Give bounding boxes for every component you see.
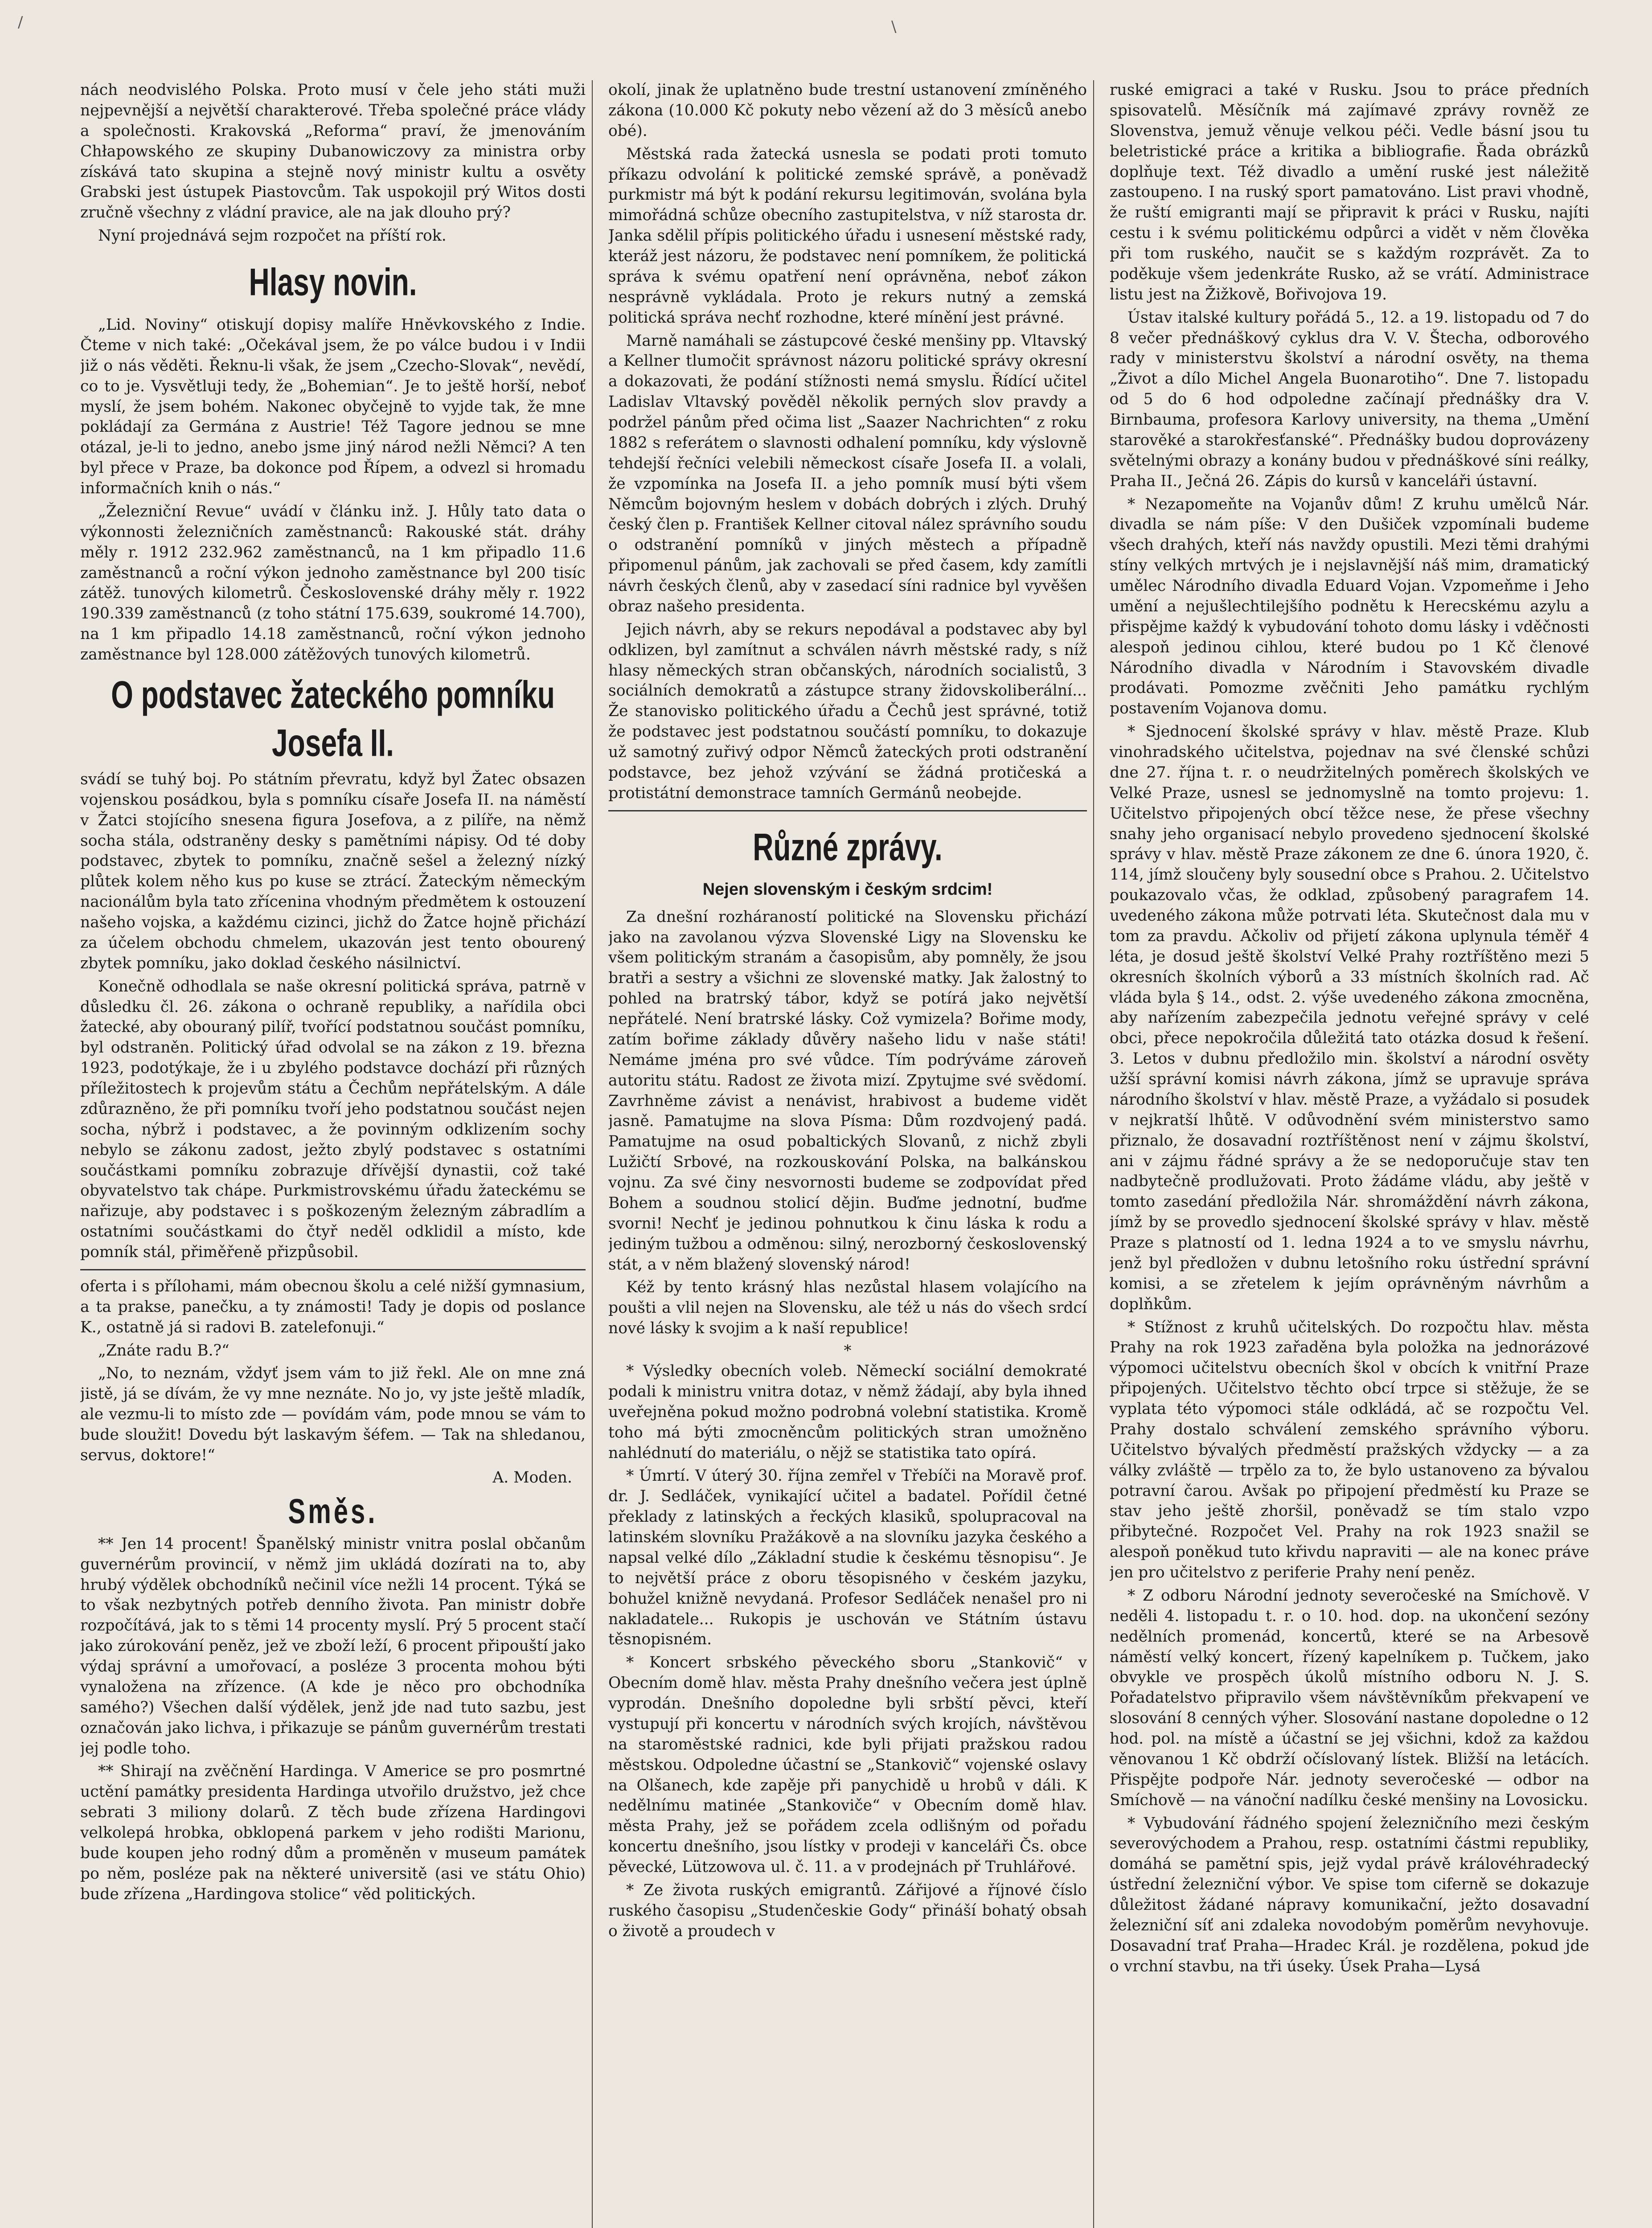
divider [80,1269,586,1270]
article-paragraph: „Lid. Noviny“ otiskují dopisy malíře Hněvkovského z Indie. Čteme v nich také: „Očekával jsem, že po válce budou i v Indii již o nás věděti. Řeknu-li však, že jsem „Czecho-Slovak“, nevědí, co to je. Vysvětluji tedy, že „Bohemian“. Je to ještě horší, neboť myslí, že jsem bohém. Nakonec obyčejně to vyjde tak, že mne pokládají za Germána z Austrie! Též Tagore jednou se mne otázal, je-li to jedno, anebo jsme jiný národ nežli Němci? A ten byl přece v Praze, ba dokonce pod Řípem, a odvezl si hromadu informačních knih o nás.“ [80,316,586,497]
section-heading-hlasy-novin: Hlasy novin. [249,260,417,304]
article-paragraph: „Železniční Revue“ uvádí v článku inž. J. Hůly tato data o výkonnosti železničních zaměstnanců: Rakouské stát. dráhy měly r. 1912 232.962 zaměstnanců, na 1 km připadlo 11.6 zaměstnanců a roční výkon jednoho zaměstnance byl 200 tisíc zátěž. tunových kilometrů. Československé dráhy měly r. 1922 190.339 zaměstnanců (z toho státní 175.639, soukromé 14.700), na 1 km připadlo 14.18 zaměstnanců, roční výkon jednoho zaměstnance byl 128.000 zátěžových tunových kilometrů. [80,502,586,663]
separator-star: * [844,1342,852,1360]
article-paragraph: svádí se tuhý boj. Po státním převratu, když byl Žatec obsazen vojenskou posádkou, byla s pomníku císaře Josefa II. na náměstí v Žatci stojícího snesena figura Josefova, a z pilíře, na němž socha stála, odstraněny desky s pamětními nápisy. Od té doby podstavec, zbytek to pomníku, značně sešel a železný nízký plůtek kolem něho kus po kuse se ztrácí. Žateckým německým nacionálům byla tato zřícenina vhodným předmětem k ostouzení našeho vojska, a každému cizinci, jichž do Žatce hojně přichází za účelem obchodu chmelem, ukazován jest tento obourený zbytek pomníku, jako doklad českého násilnictví. [80,770,586,972]
section-heading-ruzne-zpravy: Různé zprávy. [753,825,943,869]
article-paragraph: Konečně odhodlala se naše okresní politická správa, patrně v důsledku čl. 26. zákona o ochraně republiky, a nařídila obci žatecké, aby obouraný pilíř, tvořící podstatnou součást pomníku, byl odstraněn. Politický úřad odvolal se na zákon z 19. března 1923, podotýkaje, že i u zbylého podstavce dochází při různých příležitostech k projevům státu a Čechům nepřátelským. A dále zdůrazněno, že při pomníku tvoří jeho podstatnou součást nejen socha, nýbrž i podstavec, a že povinným odklizením sochy nebylo se zákonu zadost, ježto zbylý podstavec s ostatními součástkami pomníku zobrazuje dřívější dynastii, což také obyvatelstvo tak chápe. Purkmistrovskému úřadu žateckému se nařizuje, aby podstavec i s poškozeným železným zábradlím a ostatními součástkami do čtyř neděl odklidil a místo, kde pomník stál, přiměřeně přizpůsobil. [80,977,586,1261]
feuilleton-paragraph: „No, to neznám, vždyť jsem vám to již řekl. Ale on mne zná jistě, já se dívám, že vy mne neznáte. No jo, vy jste ještě mladík, ale vezmu-li to místo zde — povídám vám, pode mnou se vám to bude sloužit! Dovedu být laskavým šéfem. — Tak na shledanou, servus, doktore!“ [80,1364,586,1464]
article-heading-zatec: O podstavec žateckého pomníku Josefa II. [111,673,555,765]
news-item: ** Shirají na zvěčnění Hardinga. V Americe se pro posmrtné uctění památky presidenta Hardinga utvořilo družstvo, jež chce sebrati 3 miliony dolarů. Z těch bude zřízena Hardingovi velkolepá hrobka, obklopená parkem v jeho rodišti Marionu, bude koupen jeho rodný dům a proměněn v museum památek po něm, posléze pak na některé universitě (asi ve státu Ohio) bude zřízena „Hardingova stolice“ věd politických. [80,1762,586,1903]
news-item: * Úmrtí. V úterý 30. října zemřel v Třebíči na Moravě prof. dr. J. Sedláček, vynikající učitel a badatel. Pořídil četné překlady z latinských a řeckých klasiků, spolupracoval na latinském slovníku Pražákově a na slovníku jazyka českého a napsal velké dílo „Základní studie k českému těsnopisu“. Je to největší práce z oboru těsopisného v českém jazyku, bohužel knižně nevydaná. Profesor Sedláček nenašel pro ni nakladatele... Rukopis je uschován ve Státním ústavu těsnopisném. [608,1467,1087,1649]
news-item: * Nezapomeňte na Vojanův dům! Z kruhu umělců Nár. divadla se nám píše: V den Dušiček vzpomínali budeme všech drahých, kteří nás navždy opustili. Mezi těmi drahými stíny velkých mrtvých je i nejslavnější náš mim, dramatický umělec Národního divadla Eduard Vojan. Vzpomeňme i Jeho umění a nejušlechtilejšího podnětu k Herecskému azylu a přispějme každý k vybudování tohoto domu lásky i vděčnosti alespoň jedinou cihlou, které budou po 1 Kč členové Národního divadla v Národním i Stavovském divadle prodávati. Pomozme zvěčniti Jeho památku rychlým postavením Vojanova domu. [1110,495,1589,718]
news-item: ruské emigraci a také v Rusku. Jsou to práce předních spisovatelů. Měsíčník má zajímavé zprávy rovněž ze Slovenstva, jemuž věnuje velkou péči. Vedle básní jsou tu beletristické práce a kritika a bibliografie. Řada obrázků doplňuje text. Též divadlo a umění ruské jest náležitě zastoupeno. I na ruský sport pamatováno. List pravi vhodně, že ruští emigranti mají se připravit k práci v Rusku, najíti cestu i k svému politickému odpůrci a vidět v něm člověka při tom ruského, naučit se s každým rozprávět. Za to poděkuje všem jedenkráte Rusko, až se vrátí. Administrace listu jest na Žižkově, Bořivojova 19. [1110,81,1589,303]
column-1 [80,80,593,2228]
news-item: * Vybudování řádného spojení železničního mezi českým severovýchodem a Prahou, resp. ostatními částmi republiky, domáhá se pamětní spis, jejž vydal právě královéhradecký ústřední železniční výbor. Ve spise tom ciferně se dokazuje důležitost žádané nápravy komunikační, ježto dosavadní železniční síť ani zdaleka novodobým poměrům nevyhovuje. Dosavadní trať Praha—Hradec Král. je rozdělena, pokud jde o vrchní stavbu, na tři úseky. Úsek Praha—Lysá [1110,1814,1589,1975]
news-item: * Ze života ruských emigrantů. Zářijové a říjnové číslo ruského časopisu „Studenčeskie Gody“ přináší bohatý obsah o životě a proudech v [608,1881,1087,1940]
article-paragraph: Nyní projednává sejm rozpočet na příští rok. [98,227,447,245]
author-signature: A. Moden. [492,1468,572,1487]
news-item: * Sjednocení školské správy v hlav. městě Praze. Klub vinohradského učitelstva, pojednav na své členské schůzi dne 27. října t. r. o neudržitelných poměrech školských ve Velké Praze, usnesl se jednomyslně na tomto projevu: 1. Učitelstvo připojených obcí těžce nese, že přese všechny snahy jeho organisací nebylo provedeno sjednocení školské správy v hlav. městě Praze zákonem ze dne 6. února 1920, č. 114, jímž sloučeny byly sousední obce s Prahou. 2. Učitelstvo poukazovalo včas, že odklad, způsobený paragrafem 14. uvedeného zákona může potrvati léta. Skutečnost dala mu v tom za pravdu. Ačkoliv od přijetí zákona uplynula téměř 4 léta, je dosud ještě školství Velké Prahy roztříštěno mezi 5 okresních školních výborů a 33 místních školních rad. Ač vláda byla § 14., odst. 2. výše uvedeného zákona zmocněna, aby nařízením zabezpečila jednotu veřejné správy v celé obci, přece nepokročila důležitá tato otázka dosud k řešení. 3. Letos v dubnu předložilo min. školství a národní osvěty užší správní komisi návrh zákona, jímž se upravuje správa národního školství v hlav. městě Praze, a vyžádalo si posudek v nejkratší lhůtě. V odůvodnění svém ministerstvo samo přiznalo, že dosavadní roztříštěnost není v zájmu školství, ani v zájmu řádné správy a že se nedoporučuje stav ten nadbytečně prodlužovati. Proto žádáme vládu, aby ještě v tomto zasedání předložila Nár. shromáždění návrh zákona, jímž by se provedlo sjednocení školské správy v hlav. městě Praze s platností od 1. ledna 1924 a to ve smyslu návrhu, jenž byl předložen v dubnu letošního roku ústřední správní komisi, a se zřetelem k jejím oprávněným návrhům a doplňkům. [1110,723,1589,1313]
page-mark-right: \ [891,18,897,36]
feuilleton-paragraph: oferta i s přílohami, mám obecnou školu a celé nižší gymnasium, a ta prakse, panečku, a ty známosti! Tady je dopis od poslance K., ostatně já si radovi B. zatelefonuji.“ [80,1277,586,1336]
article-paragraph: Kéž by tento krásný hlas nezůstal hlasem volajícího na poušti a vlil nejen na Slovensku, ale též u nás do všech srdcí nové lásky k svojim a k naší republice! [608,1278,1087,1338]
divider [608,810,1087,811]
article-paragraph: Marně namáhali se zástupcové české menšiny pp. Vltavský a Kellner tlumočit správnost názoru politické správy okresní a dokazovati, že podání stížnosti nemá smyslu. Řídící učitel Ladislav Vltavský pověděl několik perných slov pravdy a podržel pánům před očima list „Saazer Nachrichten“ z roku 1882 s referátem o slavnosti odhalení pomníku, kdy výslovně tehdejší řečníci velebili německost císaře Josefa II. a volali, že vzpomínka na Josefa II. a jeho pomník musí býti všem Němcům bojovným heslem v dobách dobrých i zlých. Druhý český člen p. František Kellner citoval nález správního soudu o odstranění pomníků v jiných městech a případně připomenul pánům, jak zachovali se před časem, kdy zamítli návrh českých členů, aby v zasedací síni radnice byl vyvěšen obraz našeho presidenta. [608,332,1087,615]
article-paragraph: nách neodvislého Polska. Proto musí v čele jeho státi muži nejpevnější a největší charakterové. Třeba společné práce vlády a společnosti. Krakovská „Reforma“ praví, že jmenováním Chłapowského ze skupiny Dubanowiczovy za ministra orby získává tato skupina a stejně nový ministr kultu a osvěty Grabski jest ústupek Piastovcům. Tak uspokojil prý Witos dosti zručně všechny z vládní pravice, ale na jak dlouho prý? [80,81,586,222]
column-3 [1110,80,1595,2228]
article-paragraph: Městská rada žatecká usnesla se podati proti tomuto příkazu odvolání k politické zemské správě, a poněvadž purkmistr má být k podání rekursu legitimován, svolána byla mimořádná schůze obecního zastupitelstva, v níž starosta dr. Janka sdělil přípis politického úřadu i usnesení městské rady, kteráž jest názoru, že podstavec není pomníkem, že politická správa k svému opatření není oprávněna, neboť zákon nesprávně vykládala. Proto je rekurs nutný a zemská politická správa nechť rozhodne, které mínění jest právné. [608,145,1087,327]
news-item: * Stížnost z kruhů učitelských. Do rozpočtu hlav. města Prahy na rok 1923 zařaděna byla položka na jednorázové výpomoci učitelstvu obecních škol v obcích k vnitřní Praze připojených. Učitelstvo těchto obcí trpce si stěžuje, že se vyplata této výpomoci stále odkládá, ač se rozpočtu Vel. Prahy dostalo schválení zemského správního výboru. Učitelstvo bývalých předměstí pražských vždycky — a za války zvláště — trpělo za to, že bylo ustanoveno za bývalou potravní čarou. Avšak po připojení předměstí ku Praze se stav jeho ještě zhoršil, poněvadž se tím stalo vzpo přibytečné. Rozpočet Vel. Prahy na rok 1923 snažil se alespoň poněkud tuto křivdu napraviti — ale na konec práve jen pro učitelstvo z periferie Prahy není peněz. [1110,1318,1589,1581]
news-item: * Z odboru Národní jednoty severočeské na Smíchově. V neděli 4. listopadu t. r. o 10. hod. dop. na ukončení sezóny nedělních promenád, koncertů, které se na Arbesově náměstí velký koncert, řízený kapelníkem p. Tučkem, jako obvykle ve prospěch úkolů místního odboru N. J. S. Pořadatelstvo připravilo všem návštěvníkům překvapení ve slosování 8 cenných výher. Slosování nastane dopoledne o 12 hod. pol. na místě a účastní se jej všichni, kdož za každou věnovanou 1 Kč obdrží očíslovaný lístek. Bližší na letácích. Přispějte podpoře Nár. jednoty severočeské — odbor na Smíchově — na vánoční nadílku české menšiny na Lovosicku. [1110,1586,1589,1809]
news-item: ** Jen 14 procent! Španělský ministr vnitra poslal občanům guvernérům provincií, v němž jim ukládá dozírati na to, aby hrubý výdělek obchodníků nečinil více nežli 14 procent. Týká se to však nezbytných potřeb denního života. Pan ministr dobře rozpočítává, jak to s těmi 14 procenty myslí. Prý 5 procent stačí jako zúrokování peněz, jež ve zboží leží, 6 procent připouští jako výdaj správní a umořovací, a posléze 3 procenta mohou býti vynaložena na zřízence. (A kde je něco pro obchodníka samého?) Všechen další výdělek, jenž jde nad tuto sazbu, jest označován jako lichva, i přikazuje se pánům guvernérům trestati jej podle toho. [80,1535,586,1757]
news-item: Ústav italské kultury pořádá 5., 12. a 19. listopadu od 7 do 8 večer přednáškový cyklus dra V. V. Štecha, odborového rady v ministerstvu školství a národní osvěty, na thema „Život a dílo Michel Angela Buonarotiho“. Dne 7. listopadu od 5 do 6 hod odpoledne začínají přednášky dra V. Birnbauma, profesora Karlovy university, na thema „Umění starověké a starokřesťanské“. Přednášky budou doprovázeny světelnými obrazy a konány budou v přednáškové síni reálky, Praha II., Ječná 26. Zápis do kursů v kanceláři ústavní. [1110,308,1589,490]
feuilleton-paragraph: „Znáte radu B.?“ [98,1341,230,1360]
page-mark-left: / [18,13,23,31]
column-2 [608,80,1094,2228]
article-paragraph: Za dnešní rozháraností politické na Slovensku přichází jako na zavolanou výzva Slovenské Ligy na Slovensku ke všem politickým stranám a časopisům, aby pomněly, že jsou bratři a sestry a všichni ze slovenské matky. Jak žalostný to pohled na bratrský tábor, když se potírá jako největší nepřátelé. Není bratrské lásky. Což vymizela? Bořime mody, zatím bořime základy důvěry našeho lidu v naše státi! Nemáme jména pro své vůdce. Tím podrýváme zároveň autoritu státu. Radost ze života mizí. Zpytujme své svědomí. Zavrhněme závist a nenávist, hrabivost a budeme vidět jasně. Pamatujme na slova Písma: Dům rozdvojený padá. Pamatujme na osud pobaltických Slovanů, z nichž zbyli Lužičtí Srbové, na rozkouskování Polska, na balkánskou vojnu. Za své činy nesvornosti budeme se zodpovídat před Bohem a soudnou stolicí dějin. Buďme jednotní, buďme svorni! Nechť je jedinou pohnutkou k činu láska k rodu a jediným tužbou a odměnou: silný, nerozborný československý stát, a v něm blažený slovenský národ! [608,908,1087,1274]
article-paragraph: Jejich návrh, aby se rekurs nepodával a podstavec aby byl odklizen, byl zamítnut a schválen návrh městské rady, s níž hlasy německých stran občanských, národních socialistů, 3 sociálních demokratů a zástupce strany židovskoliberální... Že stanovisko politického úřadu a Čechů jest správné, totiž že podstavec jest podstatnou součástí pomníku, to dokazuje už samotný zuřivý odpor Němců žateckých proti odstranění podstavce, bez jehož vzývání se žádná protičeská a protistátní demonstrace tamních Germánů neobejde. [608,620,1087,802]
columns [80,80,1589,2228]
news-item: * Koncert srbského pěveckého sboru „Stankovič“ v Obecním domě hlav. města Prahy dnešního večera jest úplně vyprodán. Dnešního dopoledne byli srbští pěvci, kteří vystupují při koncertu v národních svých krojích, návštěvou na staroměstské radnici, kde byli přijati pražskou radou městskou. Odpoledne účastní se „Stankovič“ vojenské oslavy na Olšanech, kde zapěje při panychidě u hrobů v dáli. K nedělnímu matinée „Stankoviče“ v Obecním domě hlav. města Prahy, jež se pořádem zcela odlišným od pořadu koncertu dnešního, jsou lístky v prodeji v kanceláři Čs. obce pěvecké, Lützowova ul. č. 11. a v prodejnách př Truhlářové. [608,1654,1087,1876]
article-subheading: Nejen slovenským i českým srdcim! [702,880,993,899]
article-paragraph: okolí, jinak že uplatněno bude trestní ustanovení zmíněného zákona (10.000 Kč pokuty nebo vězení až do 3 měsíců anebo obé). [608,81,1087,140]
news-item: * Výsledky obecních voleb. Německí sociální demokraté podali k ministru vnitra dotaz, v němž žádají, aby byla ihned uveřejněna pokud možno podrobná volební statistika. Kromě toho má býti zmocněncům politických stran umožněno nahlédnutí do materiálu, o nějž se statistika tato opírá. [608,1362,1087,1462]
section-heading-smes: Směs. [288,1491,378,1531]
